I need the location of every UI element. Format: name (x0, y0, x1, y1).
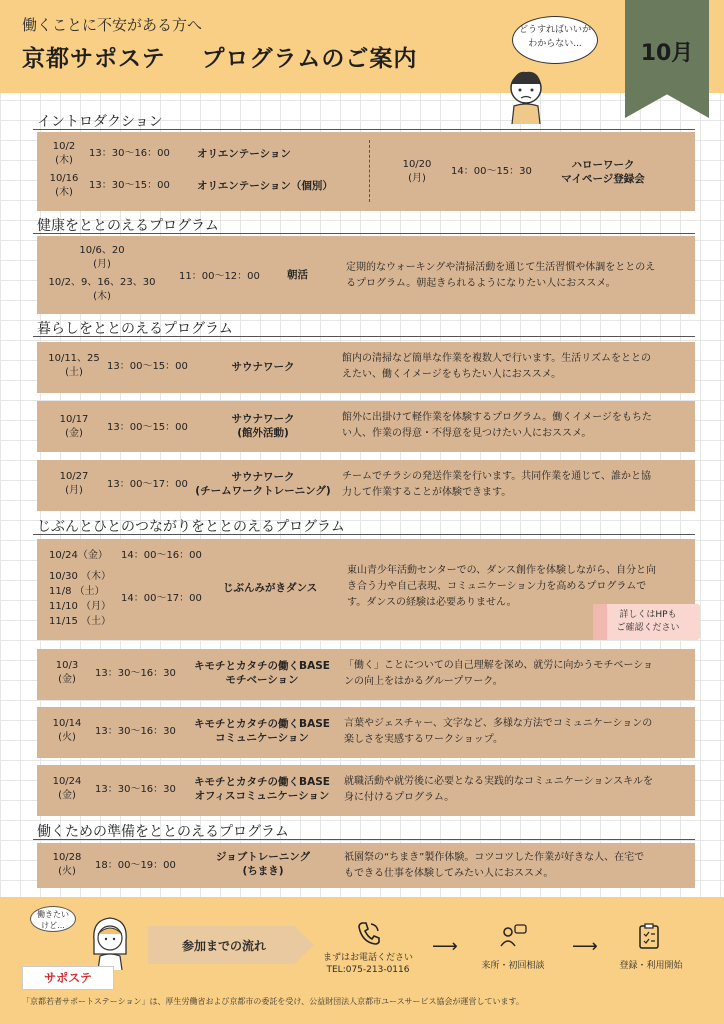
dance-date2: 10/30 （木） (49, 571, 111, 582)
month-label: 10月 (640, 41, 694, 66)
section-intro-title: イントロダクション (37, 114, 163, 130)
base2-name: キモチとカタチの働くBASE コミュニケーション (194, 718, 330, 744)
worried-person-icon (506, 68, 546, 124)
section-connect-title: じぶんとひとのつながりをととのえるプログラム (37, 519, 345, 535)
life3-time: 13：00～17：00 (107, 479, 188, 490)
health-date2: 10/2、9、16、23、30 (木) (48, 277, 156, 302)
intro-r3-name: ハローワーク マイページ登録会 (561, 159, 645, 185)
intro-r3-date: 10/20 (月) (402, 159, 432, 184)
base3-desc: 就職活動や就労後に必要となる実践的なコミュニケーションスキルを 身に付けるプログラム。 (344, 776, 653, 803)
step3-text: 登録・利用開始 (619, 961, 683, 971)
intro-r2-name: オリエンテーション（個別） (197, 180, 333, 192)
job-date: 10/28 (火) (52, 852, 82, 877)
life2-desc: 館外に出掛けて軽作業を体験するプログラム。働くイメージをもちた い人、作業の得意・不得意を見つけたい人におススメ。 (342, 412, 652, 439)
intro-r3-time: 14：00～15：30 (451, 166, 532, 177)
base3-time: 13：30～16：30 (95, 784, 176, 795)
note-tape (593, 604, 607, 640)
arrow-right-icon: ⟶ (572, 936, 598, 957)
section-divider (33, 129, 695, 130)
dance-date5: 11/15 （土） (49, 616, 111, 627)
dance-time2: 14：00～17：00 (121, 593, 202, 604)
subtitle: 働くことに不安がある方へ (22, 16, 203, 34)
base1-desc: 「働く」ことについての自己理解を深め、就労に向かうモチベーショ ンの向上をはかるグループワーク。 (344, 660, 653, 687)
intro-r1-name: オリエンテーション (197, 148, 291, 160)
dance-desc: 東山青少年活動センターでの、ダンス創作を体験しながら、自分と向 き合う力や自己表現、コミュニケーション力を高めるプログラムで す。ダンスの経験は必要ありません。 (347, 565, 656, 608)
life3-date: 10/27 (月) (59, 471, 89, 496)
dance-date4: 11/10 （月） (49, 601, 111, 612)
dashed-divider (369, 140, 370, 202)
base2-date: 10/14 (火) (52, 718, 82, 743)
base1-time: 13：30～16：30 (95, 668, 176, 679)
intro-r1-time: 13：30～16：00 (89, 148, 170, 159)
consultation-icon (498, 922, 528, 950)
flow-label: 参加までの流れ (182, 939, 267, 953)
health-desc: 定期的なウォーキングや清掃活動を通じて生活習慣や体調をととのえ るプログラム。朝起きられるようになりたい人におススメ。 (346, 262, 656, 289)
base1-date: 10/3 (金) (55, 660, 79, 685)
intro-r2-time: 13：30～15：00 (89, 180, 170, 191)
base3-name: キモチとカタチの働くBASE オフィスコミュニケーション (194, 776, 330, 802)
step1-text: まずはお電話ください TEL:075-213-0116 (322, 953, 413, 975)
dance-time1: 14：00～16：00 (121, 550, 202, 561)
base3-date: 10/24 (金) (52, 776, 82, 801)
health-time: 11：00～12：00 (179, 271, 260, 282)
title-right: プログラムのご案内 (201, 46, 418, 72)
job-time: 18：00～19：00 (95, 860, 176, 871)
base-card-1 (37, 649, 695, 700)
hp-note: 詳しくはHPも ご確認ください (596, 604, 700, 640)
saposute-logo: サポステ (22, 966, 114, 990)
job-desc: 祇園祭の“ちまき”製作体験。コツコツした作業が好きな人、在宅で もできる仕事を体験してみたい人におススメ。 (344, 852, 645, 879)
base2-time: 13：30～16：30 (95, 726, 176, 737)
phone-icon (356, 920, 382, 946)
speech-line-1: どうすればいいか (518, 25, 591, 35)
life-card-2 (37, 401, 695, 452)
girl-speech-bubble: 働きたい けど... (30, 906, 76, 932)
dance-date3: 11/8 （土） (49, 586, 105, 597)
footnote: 「京都若者サポートステーション」は、厚生労働省および京都市の委託を受け、公益財団法人京都市ユースサービス協会が運営しています。 (22, 997, 524, 1006)
section-health-title: 健康をととのえるプログラム (37, 218, 219, 234)
job-card (37, 843, 695, 888)
base2-desc: 言葉やジェスチャー、文字など、多様な方法でコミュニケーションの 楽しさを実感するワークショップ。 (344, 718, 653, 745)
health-name: 朝活 (287, 269, 308, 281)
section-work-title: 働くための準備をととのえるプログラム (37, 824, 289, 840)
dance-date1: 10/24（金） (49, 550, 108, 561)
life2-name: サウナワーク (館外活動) (231, 413, 295, 439)
job-name: ジョブトレーニング (ちまき) (215, 851, 311, 877)
life-card-3 (37, 460, 695, 511)
base-card-3 (37, 765, 695, 816)
section-divider (33, 839, 695, 840)
page-title (22, 40, 417, 73)
section-divider (33, 233, 695, 234)
life2-time: 13：00～15：00 (107, 422, 188, 433)
life1-time: 13：00～15：00 (107, 361, 188, 372)
step2-text: 来所・初回相談 (481, 961, 545, 971)
life-card-1 (37, 342, 695, 393)
intro-card (37, 132, 695, 211)
speech-line-2: わからない... (528, 39, 582, 49)
life3-desc: チームでチラシの発送作業を行います。共同作業を通じて、誰かと協 力して作業することが体験できます。 (342, 471, 651, 498)
dance-name: じぶんみがきダンス (223, 582, 318, 594)
clipboard-icon (636, 922, 664, 952)
girl-icon (88, 914, 132, 970)
base-card-2 (37, 707, 695, 758)
title-left: 京都サポステ (22, 46, 166, 72)
intro-r2-date: 10/16 (木) (49, 173, 79, 198)
speech-bubble (512, 16, 598, 64)
life3-name: サウナワーク (チームワークトレーニング) (195, 471, 331, 497)
health-card (37, 236, 695, 314)
section-divider (33, 336, 695, 337)
life1-name: サウナワーク (231, 361, 295, 373)
life2-date: 10/17 (金) (59, 414, 89, 439)
base1-name: キモチとカタチの働くBASE モチベーション (194, 660, 330, 686)
life1-desc: 館内の清掃など簡単な作業を複数人で行います。生活リズムをととの えたい、働くイメージをもちたい人におススメ。 (342, 353, 651, 380)
section-divider (33, 534, 695, 535)
section-life-title: 暮らしをととのえるプログラム (37, 321, 233, 337)
intro-r1-date: 10/2 (木) (52, 141, 76, 166)
health-date1: 10/6、20 (月) (79, 245, 125, 270)
life1-date: 10/11、25 (土) (48, 353, 100, 378)
arrow-right-icon: ⟶ (432, 936, 458, 957)
